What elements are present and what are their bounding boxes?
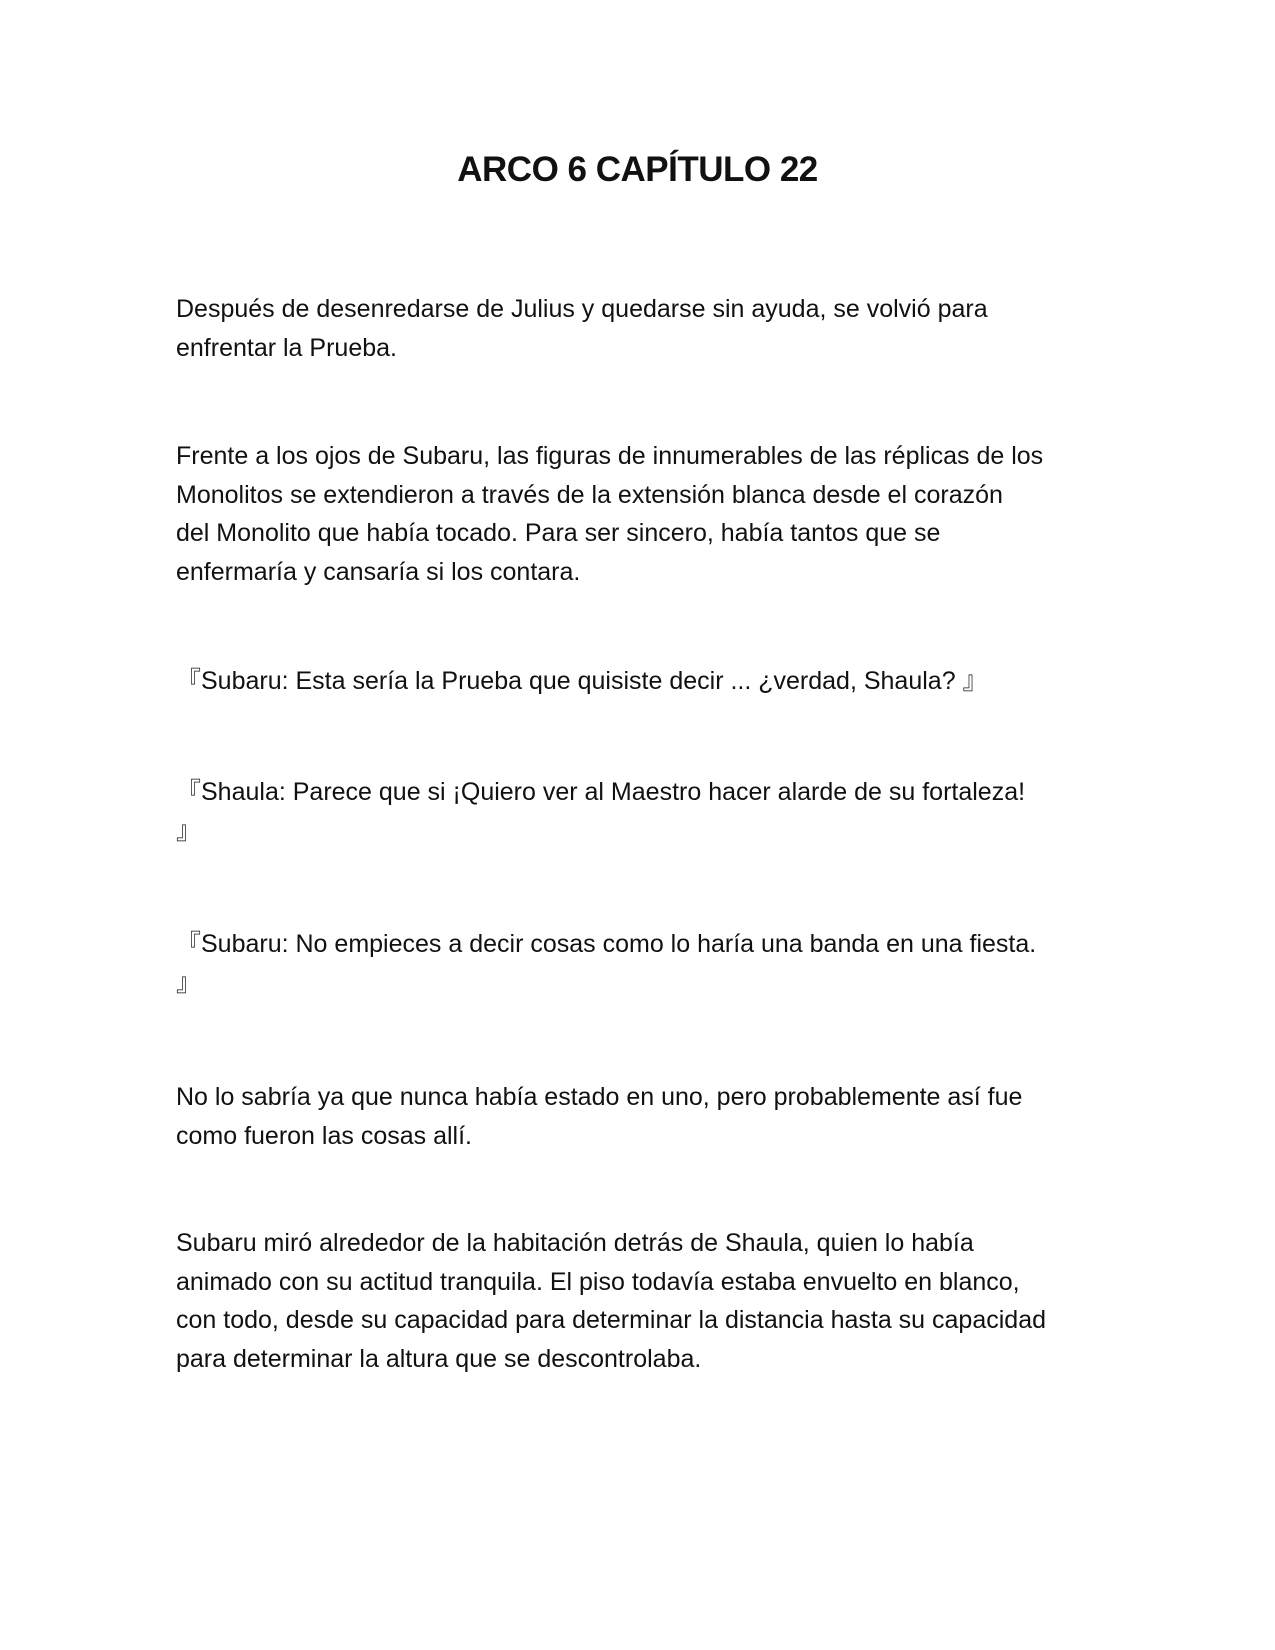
paragraph-6: No lo sabría ya que nunca había estado en uno, pero probablemente así fue como fueron las cosas allí. [176,1083,1023,1150]
dialogue-subaru-2: 『Subaru: No empieces a decir cosas como lo haría una banda en una fiesta. 』 [176,930,1037,997]
paragraph-1: Después de desenredarse de Julius y quedarse sin ayuda, se volvió para enfrentar la Prueba. [176,295,988,362]
chapter-title: ARCO 6 CAPÍTULO 22 [457,150,818,189]
dialogue-subaru-1: 『Subaru: Esta sería la Prueba que quisiste decir ... ¿verdad, Shaula? 』 [176,667,988,695]
dialogue-shaula-1: 『Shaula: Parece que si ¡Quiero ver al Maestro hacer alarde de su fortaleza! 』 [176,778,1026,845]
paragraph-7: Subaru miró alrededor de la habitación detrás de Shaula, quien lo había animado con su actitud tranquila. El piso todavía estaba envuelto en blanco, con todo, desde su capacidad para determinar la distancia hasta su capacidad para determinar la altura que se descontrolaba. [176,1229,1047,1373]
paragraph-2: Frente a los ojos de Subaru, las figuras de innumerables de las réplicas de los Monolitos se extendieron a través de la extensión blanca desde el corazón del Monolito que había tocado. Para ser sincero, había tantos que se enfermaría y cansaría si los contara. [176,442,1044,586]
